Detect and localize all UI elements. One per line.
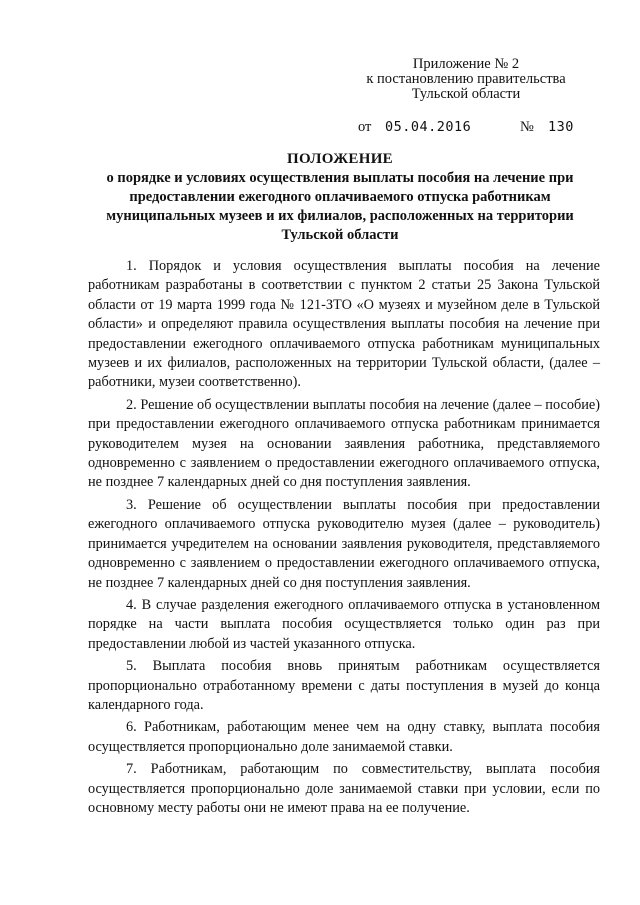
document-title: ПОЛОЖЕНИЕ (287, 151, 393, 167)
document-subtitle-line: Тульской области (281, 227, 399, 243)
paragraph-5: 5. Выплата пособия вновь принятым работникам осуществляется пропорционально отработанному времени с даты поступления в музей до конца календарного года. (88, 658, 600, 713)
resolution-date: 05.04.2016 (385, 119, 472, 135)
paragraph-6: 6. Работникам, работающим менее чем на одну ставку, выплата пособия осуществляется пропорционально доле занимаемой ставки. (88, 719, 600, 755)
paragraph-3: 3. Решение об осуществлении выплаты пособия при предоставлении ежегодного оплачиваемого отпуска руководителю музея (далее – руководитель) принимается учредителем на основании заявления руководителя, представляемого одновременно с заявлением о предоставлении ежегодного оплачиваемого отпуска, не позднее 7 календарных дней со дня поступления заявления. (88, 496, 600, 591)
resolution-number: 130 (548, 119, 574, 135)
document-body (88, 257, 600, 818)
appendix-line-region: Тульской области (411, 86, 521, 102)
paragraph-7: 7. Работникам, работающим по совместительству, выплата пособия осуществляется пропорционально доле занимаемой ставки при условии, если по основному месту работы они не имеют права на ее получение. (88, 761, 600, 816)
appendix-block (346, 57, 586, 102)
document-subtitle-line: предоставлении ежегодного оплачиваемого отпуска работникам (129, 189, 551, 205)
paragraph-1: 1. Порядок и условия осуществления выплаты пособия на лечение работникам разработаны в соответствии с пунктом 2 статьи 25 Закона Тульской области от 19 марта 1999 года № 121-ЗТО «О музеях и музейном деле в Тульской области» и определяют правила осуществления выплаты пособия на лечение при предоставлении ежегодного оплачиваемого отпуска работникам муниципальных музеев и их филиалов, расположенных на территории Тульской области, (далее – работники, музеи соответственно). (88, 258, 600, 391)
number-label: № (520, 119, 534, 135)
appendix-line-number: Приложение № 2 (412, 56, 520, 72)
document-subtitle-line: муниципальных музеев и их филиалов, расположенных на территории (106, 208, 574, 224)
paragraph-2: 2. Решение об осуществлении выплаты пособия на лечение (далее – пособие) при предоставлении ежегодного оплачиваемого отпуска работникам принимается руководителем музея на основании заявления работника, представляемого одновременно с заявлением о предоставлении ежегодного оплачиваемого отпуска, не позднее 7 календарных дней со дня поступления заявления. (88, 396, 600, 491)
date-label: от (358, 119, 372, 135)
document-heading (60, 150, 620, 245)
document-subtitle-line: о порядке и условиях осуществления выплаты пособия на лечение при (106, 170, 574, 186)
paragraph-4: 4. В случае разделения ежегодного оплачиваемого отпуска в установленном порядке на части выплата пособия осуществляется только один раз при предоставлении любой из частей указанного отпуска. (88, 596, 600, 652)
appendix-line-resolution: к постановлению правительства (366, 71, 566, 87)
